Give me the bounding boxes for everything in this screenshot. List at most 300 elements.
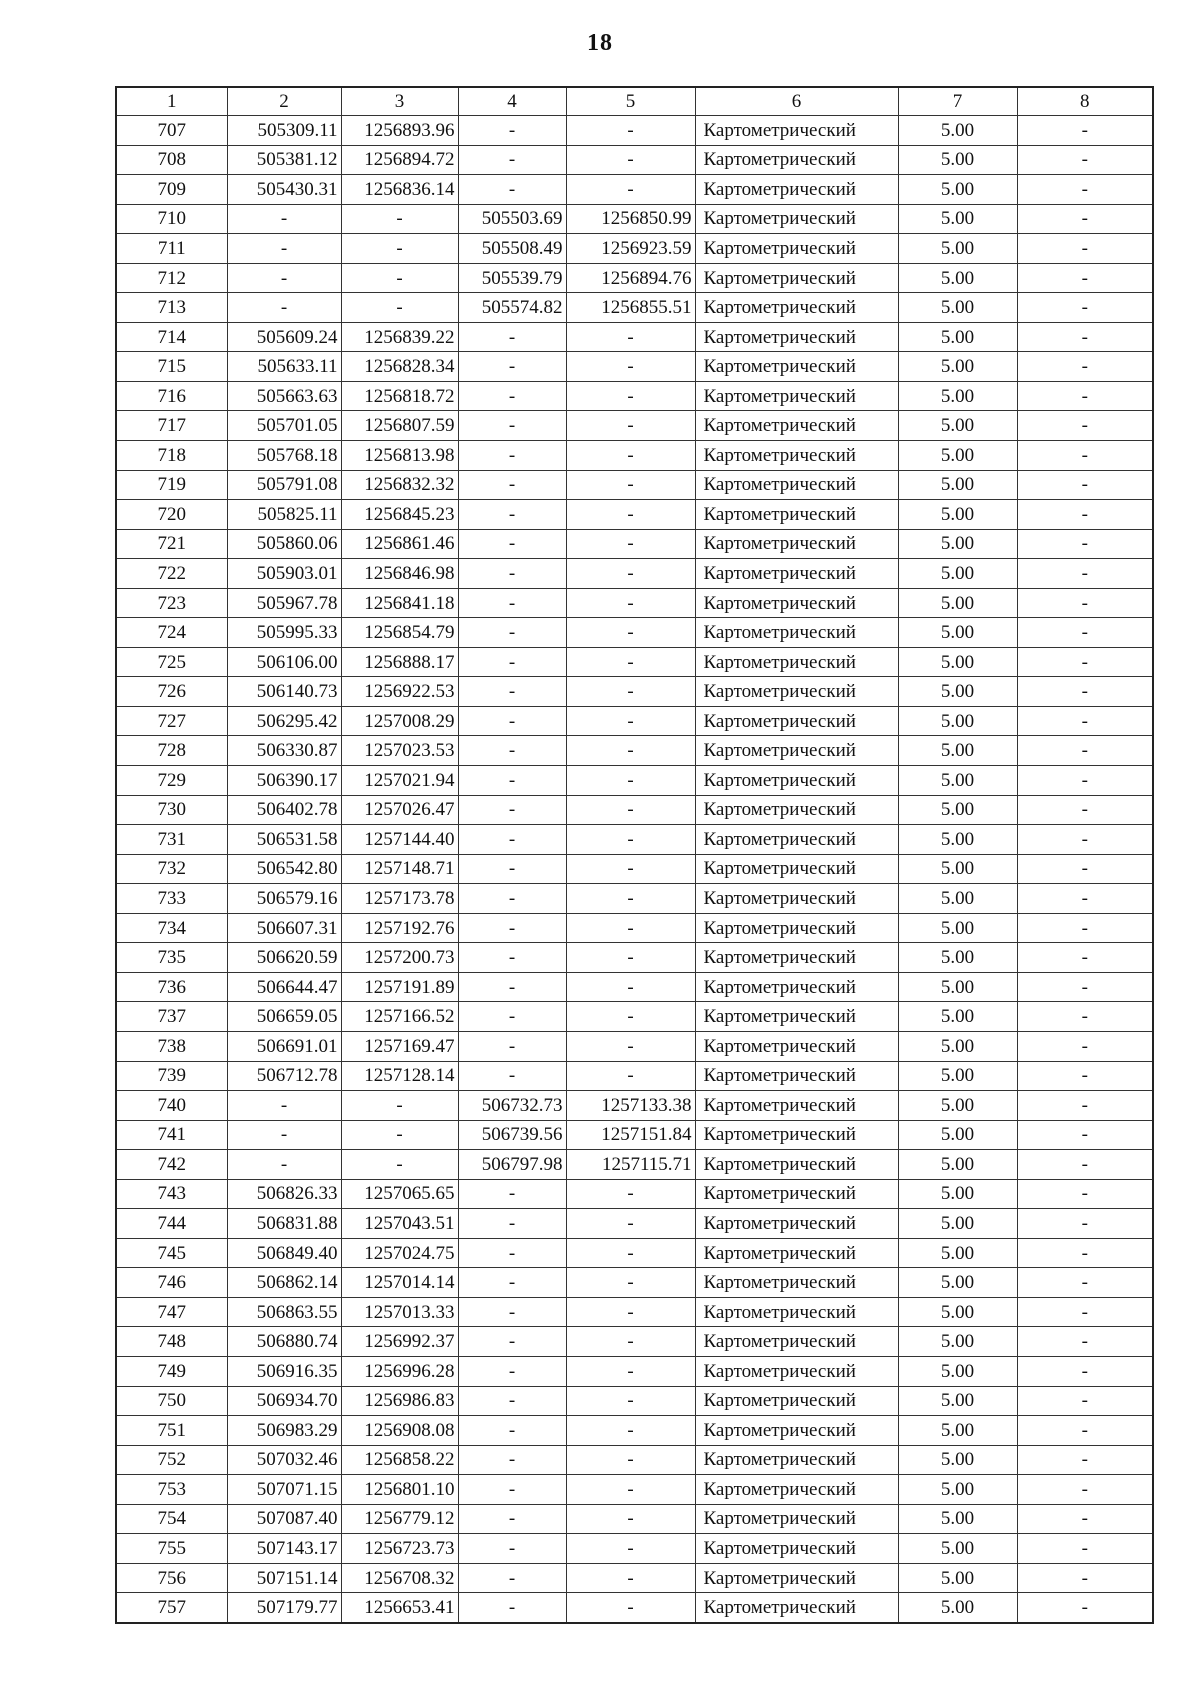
table-row bbox=[116, 706, 1153, 736]
accuracy-cell: 5.00 bbox=[898, 736, 1017, 766]
x-coordinate-cell: 505633.11 bbox=[227, 352, 341, 382]
new-y-coordinate-cell: - bbox=[566, 441, 695, 471]
table-row bbox=[116, 559, 1153, 589]
table-row bbox=[116, 411, 1153, 441]
y-coordinate-cell: 1257169.47 bbox=[341, 1031, 458, 1061]
note-cell: - bbox=[1017, 470, 1153, 500]
x-coordinate-cell: 505995.33 bbox=[227, 618, 341, 648]
table-row bbox=[116, 204, 1153, 234]
new-y-coordinate-cell: - bbox=[566, 618, 695, 648]
table-row bbox=[116, 1386, 1153, 1416]
new-y-coordinate-cell: - bbox=[566, 1445, 695, 1475]
new-x-coordinate-cell: - bbox=[458, 559, 566, 589]
y-coordinate-cell: 1257173.78 bbox=[341, 884, 458, 914]
x-coordinate-cell: 506620.59 bbox=[227, 943, 341, 973]
note-cell: - bbox=[1017, 795, 1153, 825]
accuracy-cell: 5.00 bbox=[898, 854, 1017, 884]
new-x-coordinate-cell: - bbox=[458, 1179, 566, 1209]
new-x-coordinate-cell: - bbox=[458, 913, 566, 943]
table-row bbox=[116, 677, 1153, 707]
y-coordinate-cell: 1256828.34 bbox=[341, 352, 458, 382]
x-coordinate-cell: 506140.73 bbox=[227, 677, 341, 707]
method-cell: Картометрический bbox=[695, 1061, 898, 1091]
new-y-coordinate-cell: - bbox=[566, 381, 695, 411]
note-cell: - bbox=[1017, 1386, 1153, 1416]
column-header: 6 bbox=[695, 87, 898, 116]
table-row bbox=[116, 1120, 1153, 1150]
point-number-cell: 731 bbox=[116, 825, 227, 855]
new-y-coordinate-cell: - bbox=[566, 1593, 695, 1623]
new-x-coordinate-cell: - bbox=[458, 441, 566, 471]
method-cell: Картометрический bbox=[695, 618, 898, 648]
new-y-coordinate-cell: - bbox=[566, 677, 695, 707]
note-cell: - bbox=[1017, 322, 1153, 352]
column-header: 8 bbox=[1017, 87, 1153, 116]
note-cell: - bbox=[1017, 1445, 1153, 1475]
x-coordinate-cell: 506934.70 bbox=[227, 1386, 341, 1416]
new-y-coordinate-cell: 1256923.59 bbox=[566, 234, 695, 264]
method-cell: Картометрический bbox=[695, 441, 898, 471]
new-y-coordinate-cell: 1256850.99 bbox=[566, 204, 695, 234]
point-number-cell: 715 bbox=[116, 352, 227, 382]
accuracy-cell: 5.00 bbox=[898, 766, 1017, 796]
table-row bbox=[116, 795, 1153, 825]
y-coordinate-cell: 1257026.47 bbox=[341, 795, 458, 825]
note-cell: - bbox=[1017, 913, 1153, 943]
y-coordinate-cell: 1256836.14 bbox=[341, 175, 458, 205]
x-coordinate-cell: 506607.31 bbox=[227, 913, 341, 943]
note-cell: - bbox=[1017, 647, 1153, 677]
table-row bbox=[116, 145, 1153, 175]
y-coordinate-cell: - bbox=[341, 204, 458, 234]
point-number-cell: 734 bbox=[116, 913, 227, 943]
new-y-coordinate-cell: - bbox=[566, 1238, 695, 1268]
note-cell: - bbox=[1017, 500, 1153, 530]
accuracy-cell: 5.00 bbox=[898, 1268, 1017, 1298]
new-y-coordinate-cell: - bbox=[566, 1061, 695, 1091]
point-number-cell: 749 bbox=[116, 1356, 227, 1386]
new-x-coordinate-cell: - bbox=[458, 943, 566, 973]
note-cell: - bbox=[1017, 441, 1153, 471]
x-coordinate-cell: 505860.06 bbox=[227, 529, 341, 559]
method-cell: Картометрический bbox=[695, 116, 898, 146]
y-coordinate-cell: 1256801.10 bbox=[341, 1475, 458, 1505]
table-row bbox=[116, 913, 1153, 943]
new-x-coordinate-cell: - bbox=[458, 972, 566, 1002]
method-cell: Картометрический bbox=[695, 1327, 898, 1357]
new-x-coordinate-cell: 505574.82 bbox=[458, 293, 566, 323]
note-cell: - bbox=[1017, 175, 1153, 205]
point-number-cell: 717 bbox=[116, 411, 227, 441]
point-number-cell: 757 bbox=[116, 1593, 227, 1623]
new-y-coordinate-cell: - bbox=[566, 529, 695, 559]
method-cell: Картометрический bbox=[695, 234, 898, 264]
method-cell: Картометрический bbox=[695, 1504, 898, 1534]
point-number-cell: 756 bbox=[116, 1563, 227, 1593]
new-y-coordinate-cell: 1257115.71 bbox=[566, 1150, 695, 1180]
note-cell: - bbox=[1017, 588, 1153, 618]
y-coordinate-cell: 1256723.73 bbox=[341, 1534, 458, 1564]
method-cell: Картометрический bbox=[695, 1593, 898, 1623]
point-number-cell: 720 bbox=[116, 500, 227, 530]
method-cell: Картометрический bbox=[695, 263, 898, 293]
x-coordinate-cell: 506402.78 bbox=[227, 795, 341, 825]
table-row bbox=[116, 618, 1153, 648]
table-row bbox=[116, 1504, 1153, 1534]
x-coordinate-cell: 506542.80 bbox=[227, 854, 341, 884]
new-y-coordinate-cell: - bbox=[566, 1031, 695, 1061]
accuracy-cell: 5.00 bbox=[898, 175, 1017, 205]
point-number-cell: 714 bbox=[116, 322, 227, 352]
x-coordinate-cell: - bbox=[227, 263, 341, 293]
new-y-coordinate-cell: - bbox=[566, 500, 695, 530]
note-cell: - bbox=[1017, 1061, 1153, 1091]
y-coordinate-cell: - bbox=[341, 234, 458, 264]
x-coordinate-cell: 505701.05 bbox=[227, 411, 341, 441]
column-header: 4 bbox=[458, 87, 566, 116]
y-coordinate-cell: - bbox=[341, 1091, 458, 1121]
new-y-coordinate-cell: - bbox=[566, 795, 695, 825]
coordinates-table bbox=[115, 86, 1154, 1624]
method-cell: Картометрический bbox=[695, 706, 898, 736]
method-cell: Картометрический bbox=[695, 145, 898, 175]
method-cell: Картометрический bbox=[695, 766, 898, 796]
method-cell: Картометрический bbox=[695, 322, 898, 352]
point-number-cell: 712 bbox=[116, 263, 227, 293]
accuracy-cell: 5.00 bbox=[898, 1002, 1017, 1032]
accuracy-cell: 5.00 bbox=[898, 1386, 1017, 1416]
table-row bbox=[116, 1593, 1153, 1623]
x-coordinate-cell: - bbox=[227, 293, 341, 323]
accuracy-cell: 5.00 bbox=[898, 618, 1017, 648]
note-cell: - bbox=[1017, 234, 1153, 264]
accuracy-cell: 5.00 bbox=[898, 1091, 1017, 1121]
method-cell: Картометрический bbox=[695, 647, 898, 677]
table-row bbox=[116, 1031, 1153, 1061]
table-row bbox=[116, 854, 1153, 884]
note-cell: - bbox=[1017, 884, 1153, 914]
note-cell: - bbox=[1017, 1563, 1153, 1593]
accuracy-cell: 5.00 bbox=[898, 706, 1017, 736]
new-y-coordinate-cell: - bbox=[566, 1209, 695, 1239]
x-coordinate-cell: 506712.78 bbox=[227, 1061, 341, 1091]
x-coordinate-cell: 505768.18 bbox=[227, 441, 341, 471]
point-number-cell: 755 bbox=[116, 1534, 227, 1564]
x-coordinate-cell: 506295.42 bbox=[227, 706, 341, 736]
y-coordinate-cell: 1257191.89 bbox=[341, 972, 458, 1002]
new-x-coordinate-cell: - bbox=[458, 1002, 566, 1032]
note-cell: - bbox=[1017, 145, 1153, 175]
table-row bbox=[116, 293, 1153, 323]
new-x-coordinate-cell: - bbox=[458, 500, 566, 530]
method-cell: Картометрический bbox=[695, 293, 898, 323]
y-coordinate-cell: 1256986.83 bbox=[341, 1386, 458, 1416]
note-cell: - bbox=[1017, 559, 1153, 589]
point-number-cell: 707 bbox=[116, 116, 227, 146]
point-number-cell: 747 bbox=[116, 1297, 227, 1327]
column-header: 7 bbox=[898, 87, 1017, 116]
table-row bbox=[116, 1534, 1153, 1564]
point-number-cell: 708 bbox=[116, 145, 227, 175]
method-cell: Картометрический bbox=[695, 1386, 898, 1416]
new-x-coordinate-cell: - bbox=[458, 766, 566, 796]
accuracy-cell: 5.00 bbox=[898, 352, 1017, 382]
new-x-coordinate-cell: - bbox=[458, 884, 566, 914]
x-coordinate-cell: 506531.58 bbox=[227, 825, 341, 855]
table-body bbox=[116, 116, 1153, 1623]
new-x-coordinate-cell: 506739.56 bbox=[458, 1120, 566, 1150]
new-y-coordinate-cell: - bbox=[566, 1002, 695, 1032]
method-cell: Картометрический bbox=[695, 736, 898, 766]
accuracy-cell: 5.00 bbox=[898, 234, 1017, 264]
note-cell: - bbox=[1017, 1002, 1153, 1032]
y-coordinate-cell: 1257013.33 bbox=[341, 1297, 458, 1327]
table-row bbox=[116, 1356, 1153, 1386]
new-y-coordinate-cell: - bbox=[566, 175, 695, 205]
accuracy-cell: 5.00 bbox=[898, 322, 1017, 352]
accuracy-cell: 5.00 bbox=[898, 1179, 1017, 1209]
note-cell: - bbox=[1017, 1297, 1153, 1327]
header-row bbox=[116, 87, 1153, 116]
accuracy-cell: 5.00 bbox=[898, 1356, 1017, 1386]
new-x-coordinate-cell: - bbox=[458, 1534, 566, 1564]
table-row bbox=[116, 825, 1153, 855]
new-x-coordinate-cell: - bbox=[458, 175, 566, 205]
y-coordinate-cell: 1256861.46 bbox=[341, 529, 458, 559]
new-x-coordinate-cell: - bbox=[458, 825, 566, 855]
accuracy-cell: 5.00 bbox=[898, 204, 1017, 234]
point-number-cell: 746 bbox=[116, 1268, 227, 1298]
table-row bbox=[116, 1091, 1153, 1121]
new-y-coordinate-cell: - bbox=[566, 145, 695, 175]
table-row bbox=[116, 1150, 1153, 1180]
note-cell: - bbox=[1017, 1416, 1153, 1446]
note-cell: - bbox=[1017, 1238, 1153, 1268]
y-coordinate-cell: 1257128.14 bbox=[341, 1061, 458, 1091]
method-cell: Картометрический bbox=[695, 1179, 898, 1209]
y-coordinate-cell: 1257043.51 bbox=[341, 1209, 458, 1239]
x-coordinate-cell: 506831.88 bbox=[227, 1209, 341, 1239]
column-header: 2 bbox=[227, 87, 341, 116]
x-coordinate-cell: 507151.14 bbox=[227, 1563, 341, 1593]
y-coordinate-cell: - bbox=[341, 1150, 458, 1180]
accuracy-cell: 5.00 bbox=[898, 1563, 1017, 1593]
table-row bbox=[116, 470, 1153, 500]
new-y-coordinate-cell: - bbox=[566, 411, 695, 441]
note-cell: - bbox=[1017, 116, 1153, 146]
method-cell: Картометрический bbox=[695, 1475, 898, 1505]
y-coordinate-cell: 1256888.17 bbox=[341, 647, 458, 677]
method-cell: Картометрический bbox=[695, 1238, 898, 1268]
y-coordinate-cell: 1256922.53 bbox=[341, 677, 458, 707]
y-coordinate-cell: 1256708.32 bbox=[341, 1563, 458, 1593]
accuracy-cell: 5.00 bbox=[898, 1238, 1017, 1268]
point-number-cell: 748 bbox=[116, 1327, 227, 1357]
accuracy-cell: 5.00 bbox=[898, 913, 1017, 943]
new-y-coordinate-cell: - bbox=[566, 1297, 695, 1327]
note-cell: - bbox=[1017, 1268, 1153, 1298]
point-number-cell: 753 bbox=[116, 1475, 227, 1505]
accuracy-cell: 5.00 bbox=[898, 825, 1017, 855]
new-x-coordinate-cell: 505503.69 bbox=[458, 204, 566, 234]
method-cell: Картометрический bbox=[695, 559, 898, 589]
table-row bbox=[116, 441, 1153, 471]
table-row bbox=[116, 381, 1153, 411]
method-cell: Картометрический bbox=[695, 1416, 898, 1446]
accuracy-cell: 5.00 bbox=[898, 559, 1017, 589]
note-cell: - bbox=[1017, 381, 1153, 411]
point-number-cell: 738 bbox=[116, 1031, 227, 1061]
new-x-coordinate-cell: 505508.49 bbox=[458, 234, 566, 264]
method-cell: Картометрический bbox=[695, 204, 898, 234]
new-y-coordinate-cell: - bbox=[566, 647, 695, 677]
x-coordinate-cell: 507071.15 bbox=[227, 1475, 341, 1505]
accuracy-cell: 5.00 bbox=[898, 1504, 1017, 1534]
table-row bbox=[116, 647, 1153, 677]
point-number-cell: 727 bbox=[116, 706, 227, 736]
x-coordinate-cell: - bbox=[227, 1150, 341, 1180]
new-x-coordinate-cell: - bbox=[458, 1475, 566, 1505]
new-y-coordinate-cell: - bbox=[566, 825, 695, 855]
note-cell: - bbox=[1017, 204, 1153, 234]
accuracy-cell: 5.00 bbox=[898, 1031, 1017, 1061]
accuracy-cell: 5.00 bbox=[898, 1209, 1017, 1239]
new-x-coordinate-cell: - bbox=[458, 116, 566, 146]
new-y-coordinate-cell: - bbox=[566, 913, 695, 943]
method-cell: Картометрический bbox=[695, 1445, 898, 1475]
x-coordinate-cell: 506983.29 bbox=[227, 1416, 341, 1446]
method-cell: Картометрический bbox=[695, 470, 898, 500]
table-row bbox=[116, 1268, 1153, 1298]
accuracy-cell: 5.00 bbox=[898, 677, 1017, 707]
method-cell: Картометрический bbox=[695, 1534, 898, 1564]
accuracy-cell: 5.00 bbox=[898, 1445, 1017, 1475]
x-coordinate-cell: 506106.00 bbox=[227, 647, 341, 677]
new-x-coordinate-cell: - bbox=[458, 1327, 566, 1357]
new-x-coordinate-cell: - bbox=[458, 706, 566, 736]
method-cell: Картометрический bbox=[695, 913, 898, 943]
x-coordinate-cell: - bbox=[227, 234, 341, 264]
x-coordinate-cell: 505309.11 bbox=[227, 116, 341, 146]
note-cell: - bbox=[1017, 1120, 1153, 1150]
note-cell: - bbox=[1017, 736, 1153, 766]
table-row bbox=[116, 1297, 1153, 1327]
y-coordinate-cell: 1256846.98 bbox=[341, 559, 458, 589]
method-cell: Картометрический bbox=[695, 1209, 898, 1239]
point-number-cell: 752 bbox=[116, 1445, 227, 1475]
new-x-coordinate-cell: - bbox=[458, 1356, 566, 1386]
new-x-coordinate-cell: - bbox=[458, 1268, 566, 1298]
new-y-coordinate-cell: - bbox=[566, 854, 695, 884]
accuracy-cell: 5.00 bbox=[898, 411, 1017, 441]
new-x-coordinate-cell: - bbox=[458, 1593, 566, 1623]
table-row bbox=[116, 1179, 1153, 1209]
accuracy-cell: 5.00 bbox=[898, 1534, 1017, 1564]
method-cell: Картометрический bbox=[695, 411, 898, 441]
x-coordinate-cell: 505381.12 bbox=[227, 145, 341, 175]
y-coordinate-cell: 1257192.76 bbox=[341, 913, 458, 943]
method-cell: Картометрический bbox=[695, 825, 898, 855]
method-cell: Картометрический bbox=[695, 352, 898, 382]
note-cell: - bbox=[1017, 293, 1153, 323]
point-number-cell: 740 bbox=[116, 1091, 227, 1121]
accuracy-cell: 5.00 bbox=[898, 500, 1017, 530]
table-row bbox=[116, 736, 1153, 766]
method-cell: Картометрический bbox=[695, 1150, 898, 1180]
new-y-coordinate-cell: - bbox=[566, 736, 695, 766]
x-coordinate-cell: - bbox=[227, 1120, 341, 1150]
x-coordinate-cell: 505430.31 bbox=[227, 175, 341, 205]
point-number-cell: 709 bbox=[116, 175, 227, 205]
table-row bbox=[116, 1475, 1153, 1505]
new-x-coordinate-cell: - bbox=[458, 854, 566, 884]
point-number-cell: 742 bbox=[116, 1150, 227, 1180]
table-row bbox=[116, 1238, 1153, 1268]
accuracy-cell: 5.00 bbox=[898, 1150, 1017, 1180]
new-x-coordinate-cell: - bbox=[458, 1504, 566, 1534]
y-coordinate-cell: 1256854.79 bbox=[341, 618, 458, 648]
method-cell: Картометрический bbox=[695, 381, 898, 411]
note-cell: - bbox=[1017, 972, 1153, 1002]
y-coordinate-cell: 1257148.71 bbox=[341, 854, 458, 884]
y-coordinate-cell: 1257144.40 bbox=[341, 825, 458, 855]
table-row bbox=[116, 234, 1153, 264]
y-coordinate-cell: - bbox=[341, 293, 458, 323]
new-y-coordinate-cell: - bbox=[566, 1475, 695, 1505]
y-coordinate-cell: 1256779.12 bbox=[341, 1504, 458, 1534]
note-cell: - bbox=[1017, 1031, 1153, 1061]
y-coordinate-cell: 1257065.65 bbox=[341, 1179, 458, 1209]
point-number-cell: 733 bbox=[116, 884, 227, 914]
new-y-coordinate-cell: - bbox=[566, 1179, 695, 1209]
x-coordinate-cell: 507087.40 bbox=[227, 1504, 341, 1534]
new-y-coordinate-cell: - bbox=[566, 706, 695, 736]
x-coordinate-cell: 505791.08 bbox=[227, 470, 341, 500]
new-x-coordinate-cell: - bbox=[458, 381, 566, 411]
new-x-coordinate-cell: 506732.73 bbox=[458, 1091, 566, 1121]
accuracy-cell: 5.00 bbox=[898, 441, 1017, 471]
new-y-coordinate-cell: - bbox=[566, 470, 695, 500]
point-number-cell: 737 bbox=[116, 1002, 227, 1032]
new-y-coordinate-cell: - bbox=[566, 1386, 695, 1416]
y-coordinate-cell: 1256839.22 bbox=[341, 322, 458, 352]
y-coordinate-cell: 1257008.29 bbox=[341, 706, 458, 736]
table-row bbox=[116, 529, 1153, 559]
accuracy-cell: 5.00 bbox=[898, 1475, 1017, 1505]
table-row bbox=[116, 116, 1153, 146]
y-coordinate-cell: 1257200.73 bbox=[341, 943, 458, 973]
accuracy-cell: 5.00 bbox=[898, 145, 1017, 175]
note-cell: - bbox=[1017, 1534, 1153, 1564]
new-x-coordinate-cell: - bbox=[458, 411, 566, 441]
accuracy-cell: 5.00 bbox=[898, 1327, 1017, 1357]
y-coordinate-cell: 1256992.37 bbox=[341, 1327, 458, 1357]
point-number-cell: 716 bbox=[116, 381, 227, 411]
new-x-coordinate-cell: - bbox=[458, 1031, 566, 1061]
y-coordinate-cell: 1256908.08 bbox=[341, 1416, 458, 1446]
new-x-coordinate-cell: - bbox=[458, 1445, 566, 1475]
accuracy-cell: 5.00 bbox=[898, 795, 1017, 825]
method-cell: Картометрический bbox=[695, 175, 898, 205]
new-x-coordinate-cell: - bbox=[458, 736, 566, 766]
method-cell: Картометрический bbox=[695, 884, 898, 914]
x-coordinate-cell: 506826.33 bbox=[227, 1179, 341, 1209]
point-number-cell: 745 bbox=[116, 1238, 227, 1268]
new-y-coordinate-cell: - bbox=[566, 1327, 695, 1357]
note-cell: - bbox=[1017, 854, 1153, 884]
new-x-coordinate-cell: - bbox=[458, 1297, 566, 1327]
x-coordinate-cell: 506916.35 bbox=[227, 1356, 341, 1386]
